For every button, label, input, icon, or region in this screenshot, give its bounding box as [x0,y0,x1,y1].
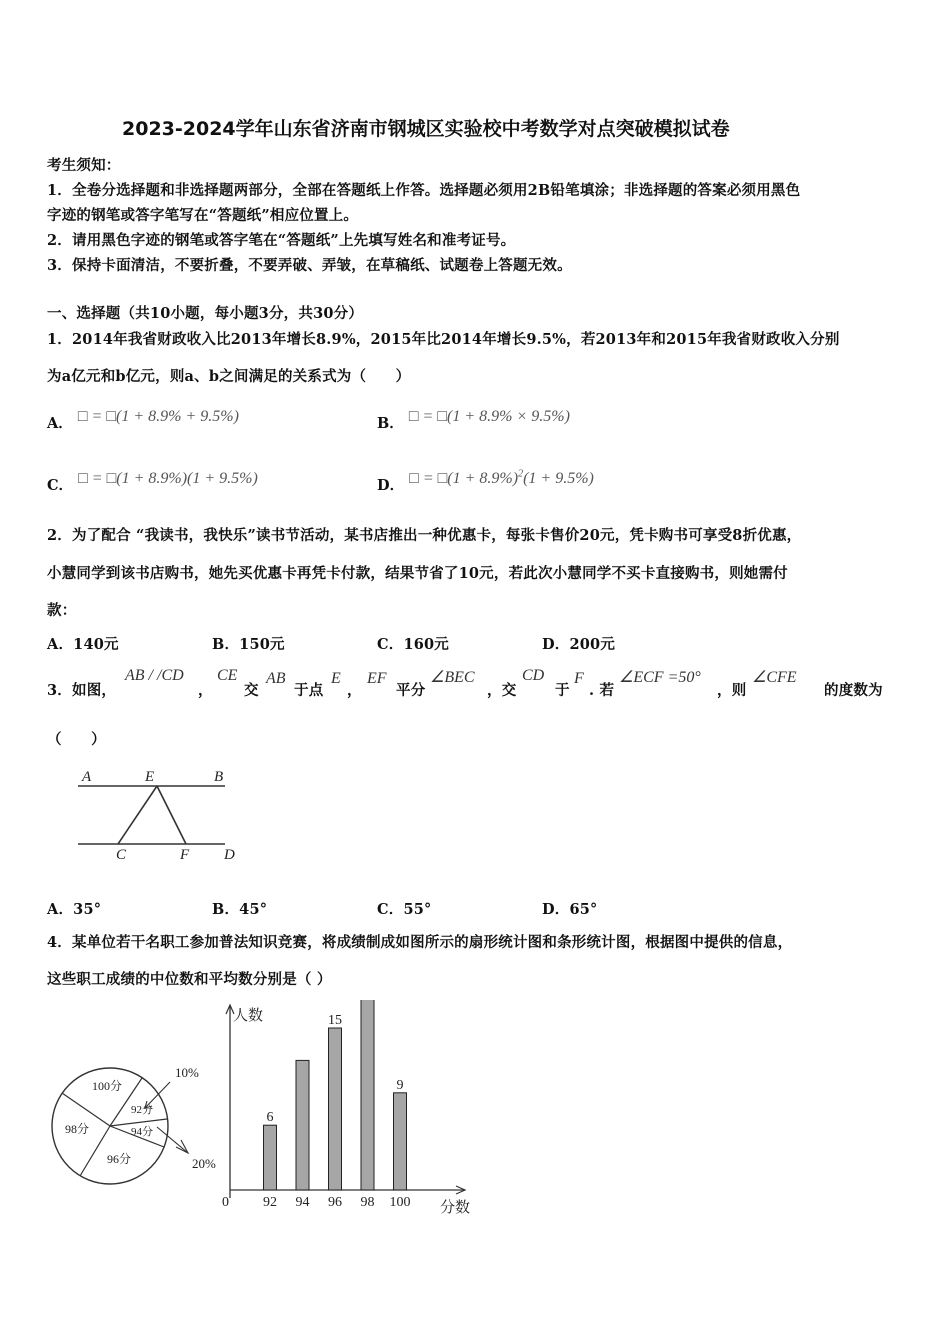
q2-option-d[interactable]: D．200元 [542,636,616,653]
option-label: C． [47,477,74,494]
notice-line: 2．请用黑色字迹的钢笔或答字笔在“答题纸”上先填写姓名和准考证号。 [47,232,516,249]
option-expression: □ = □(1 + 8.9% + 9.5%) [77,408,239,425]
question-3-paren: （ ） [47,731,106,748]
q3-option-c[interactable]: C．55° [377,901,432,918]
bar-96 [329,1028,342,1190]
question-3-text: ， [347,682,362,699]
x-axis-label: 分数 [440,1200,471,1216]
x-tick-label: 94 [295,1195,310,1210]
option-label: D． [377,477,405,494]
point-label-e: E [145,769,155,785]
question-1-text: 1．2014年我省财政收入比2013年增长8.9%，2015年比2014年增长9.5%，若2013年和2015年我省财政收入分别 [47,331,840,348]
q3-option-b[interactable]: B．45° [212,901,268,918]
question-3-text: 3．如图， [47,682,117,699]
math-expr: ∠BEC [430,669,475,686]
pie-label-98: 98分 [65,1122,90,1136]
bar-data-label: 6 [266,1110,274,1126]
question-3-text: 的度数为 [824,682,883,699]
math-expr: AB / /CD [125,667,184,684]
point-label-c: C [116,847,127,863]
math-expr: ∠ECF =50° [619,669,701,686]
question-3-text: 交 [244,682,259,699]
question-2-text: 小慧同学到该书店购书，她先买优惠卡再凭卡付款，结果节省了10元，若此次小慧同学不买卡直接购书，则她需付 [47,565,788,582]
notice-line: 1．全卷分选择题和非选择题两部分，全部在答题纸上作答。选择题必须用2B铅笔填涂；非选择题的答案必须用黑色 [47,182,801,199]
question-3-text: 于点 [294,682,324,699]
pie-label-92: 92分 [131,1104,153,1116]
bar-100 [394,1093,407,1190]
point-label-a: A [82,769,92,785]
callout-arrow-10 [145,1082,170,1108]
q2-option-a[interactable]: A．140元 [47,636,119,653]
pie-percent-10: 10% [175,1065,199,1080]
question-3-text: ，交 [487,682,517,699]
x-tick-label: 92 [263,1195,277,1210]
math-expr: AB [266,670,286,687]
pie-label-96: 96分 [107,1152,132,1166]
bar-98 [361,1000,374,1190]
y-axis-label: 人数 [233,1008,264,1024]
x-tick-label: 98 [360,1195,375,1210]
pie-divider [110,1119,167,1126]
q1-option-a[interactable] [47,405,239,432]
segment-ec [118,786,157,844]
pie-label-100: 100分 [92,1079,123,1093]
q1-option-d[interactable] [377,467,594,494]
q1-option-c[interactable] [47,467,258,494]
question-3-text: 于 [555,682,570,699]
q1-option-b[interactable] [377,405,570,432]
pie-percent-20: 20% [192,1156,216,1171]
question-4-text: 这些职工成绩的中位数和平均数分别是（ ） [47,971,332,988]
option-expression: □ = □(1 + 8.9%) [409,470,519,487]
option-expression: □ = □(1 + 8.9% × 9.5%) [408,408,570,425]
x-tick-label: 100 [389,1195,411,1210]
geometry-figure [70,762,250,867]
notice-line: 字迹的钢笔或答字笔写在“答题纸”相应位置上。 [47,207,359,224]
option-label: A． [47,415,73,432]
point-label-f: F [180,847,190,863]
point-label-b: B [214,769,224,785]
option-exponent: 2 [518,468,524,480]
q2-option-b[interactable]: B．150元 [212,636,285,653]
x-tick-label: 96 [328,1195,342,1210]
notice-line: 3．保持卡面清洁，不要折叠，不要弄破、弄皱，在草稿纸、试题卷上答题无效。 [47,257,572,274]
math-expr: EF [367,670,387,687]
notice-heading: 考生须知： [47,157,121,174]
question-4-text: 4．某单位若干名职工参加普法知识竞赛，将成绩制成如图所示的扇形统计图和条形统计图，根据图中提供的信息， [47,934,793,951]
question-3-text: . 若 [589,682,615,699]
q2-option-c[interactable]: C．160元 [377,636,450,653]
math-expr: CD [522,667,545,684]
q3-option-d[interactable]: D．65° [542,901,598,918]
math-expr: CE [217,667,238,684]
question-3-text: ，则 [717,682,747,699]
question-3-text: 平分 [396,682,426,699]
question-2-text: 2．为了配合 “我读书，我快乐”读书节活动，某书店推出一种优惠卡，每张卡售价20元，凭卡购书可享受8折优惠， [47,527,802,544]
option-expression: (1 + 9.5%) [523,470,594,487]
section-heading: 一、选择题（共10小题，每小题3分，共30分） [47,305,364,322]
math-expr: F [574,670,584,687]
math-expr: ∠CFE [752,669,797,686]
segment-ef [157,786,186,844]
callout-arrow-20 [157,1127,188,1153]
bar-data-label: 15 [328,1013,342,1028]
question-2-text: 款： [47,602,77,619]
bar-92 [264,1125,277,1190]
option-expression: □ = □(1 + 8.9%)(1 + 9.5%) [78,470,258,487]
question-3-text: ， [198,682,213,699]
math-expr: E [331,670,341,687]
pie-label-94: 94分 [131,1126,153,1138]
origin-label: 0 [222,1195,229,1210]
page-title: 2023-2024学年山东省济南市钢城区实验校中考数学对点突破模拟试卷 [122,118,730,140]
bar-94 [296,1060,309,1190]
bar-chart [210,1000,485,1220]
question-1-text: 为a亿元和b亿元，则a、b之间满足的关系式为（ ） [47,368,411,385]
option-label: B． [377,415,404,432]
point-label-d: D [224,847,235,863]
bar-data-label: 9 [396,1077,404,1093]
q3-option-a[interactable]: A．35° [47,901,102,918]
